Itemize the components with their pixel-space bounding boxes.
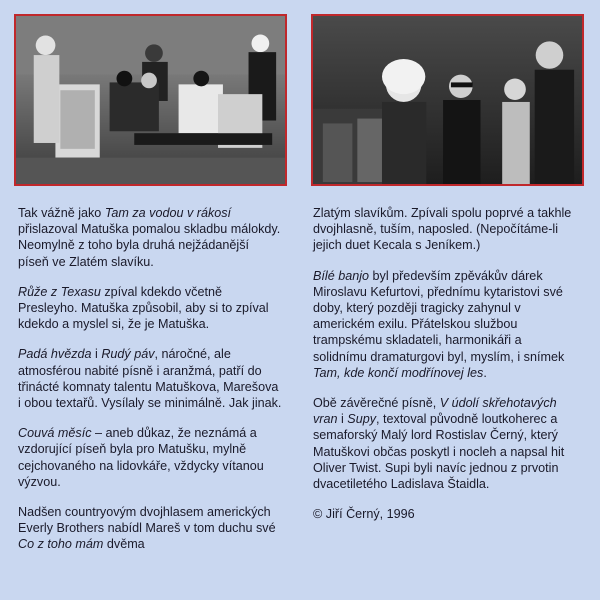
text-segment: i	[91, 347, 102, 362]
song-title: Rudý páv	[101, 347, 155, 362]
song-title: Supy	[347, 412, 377, 427]
song-title: Růže z Texasu	[18, 284, 101, 299]
photo-studio-table	[14, 14, 287, 186]
copyright-line: © Jiří Černý, 1996	[313, 507, 415, 522]
photo-singer-image	[313, 16, 582, 184]
text-segment: byl především zpěvákův dárek Miroslavu Kefurtovi, přednímu kytaristovi své doby, který později tragicky zahynul v americkém exilu. Přátelskou službou trampskému skladateli, harmonikáři a solidnímu dramaturgovi byl, myslím, i snímek	[313, 268, 565, 364]
text-segment: přislazoval Matuška pomalou skladbu málokdy. Neomylně z toho byla druhá nejžádanější píseň ve Zlatém slavíku.	[18, 222, 281, 269]
text-segment: Nadšen countryovým dvojhlasem amerických Everly Brothers nabídl Mareš v tom duchu své	[18, 505, 276, 536]
paragraph-zaverecne-pisne	[313, 395, 578, 492]
left-text-column	[18, 205, 283, 567]
text-segment: .	[483, 365, 487, 380]
paragraph-ruze-z-texasu	[18, 284, 283, 333]
song-title: Padá hvězda	[18, 347, 92, 362]
text-segment: , náročné, ale atmosférou nabité písně i aranžmá, patří do třinácté komnaty talentu Matuškova, Marešova i obou textařů. Vysílaly se minimálně. Jak jinak.	[18, 347, 282, 411]
paragraph-zlatym-slavikum: Zlatým slavíkům. Zpívali spolu poprvé a takhle dvojhlasně, tuším, naposled. (Nepočítáme-li jejich duet Kecala s Jeníkem.)	[313, 206, 572, 253]
text-segment: dvěma	[103, 537, 145, 552]
text-segment: Tak vážně jako	[18, 206, 105, 220]
right-text-column	[313, 205, 578, 536]
text-segment: zpíval kdekdo včetně Presleyho. Matuška způsobil, aby si to zpíval kdekdo a myslel si, že je Matuška.	[18, 284, 269, 332]
paragraph-couva-mesic	[18, 425, 283, 490]
text-segment: Obě závěrečné písně,	[313, 396, 440, 411]
text-segment: i	[337, 412, 348, 427]
song-title: Co z toho mám	[18, 537, 104, 552]
song-title: Couvá měsíc	[18, 426, 92, 441]
paragraph-pada-hvezda	[18, 346, 283, 411]
photo-studio-table-image	[16, 16, 285, 184]
film-title: Tam, kde končí modřínovej les	[313, 365, 484, 380]
paragraph-tam-za-vodou	[18, 205, 283, 270]
song-title: V údolí skřehotavých vran	[313, 396, 557, 427]
paragraph-bile-banjo	[313, 268, 578, 381]
song-title: Tam za vodou v rákosí	[104, 206, 232, 220]
paragraph-everly-brothers	[18, 504, 283, 553]
song-title: Bílé banjo	[313, 268, 370, 283]
photo-singer	[311, 14, 584, 186]
text-segment: – aneb důkaz, že neznámá a vzdorující píseň byla pro Matušku, mylně cejchovaného na lidovkáře, vždycky vítanou výzvou.	[18, 426, 264, 489]
text-segment: , textoval původně loutkoherec a semaforský Malý lord Rostislav Černý, který Matuškovi občas poskytl i nocleh a napsal hit Oliver Twist. Supi byli navíc jednou z prvotin dvacetiletého Ladislava Štaidla.	[313, 412, 565, 492]
